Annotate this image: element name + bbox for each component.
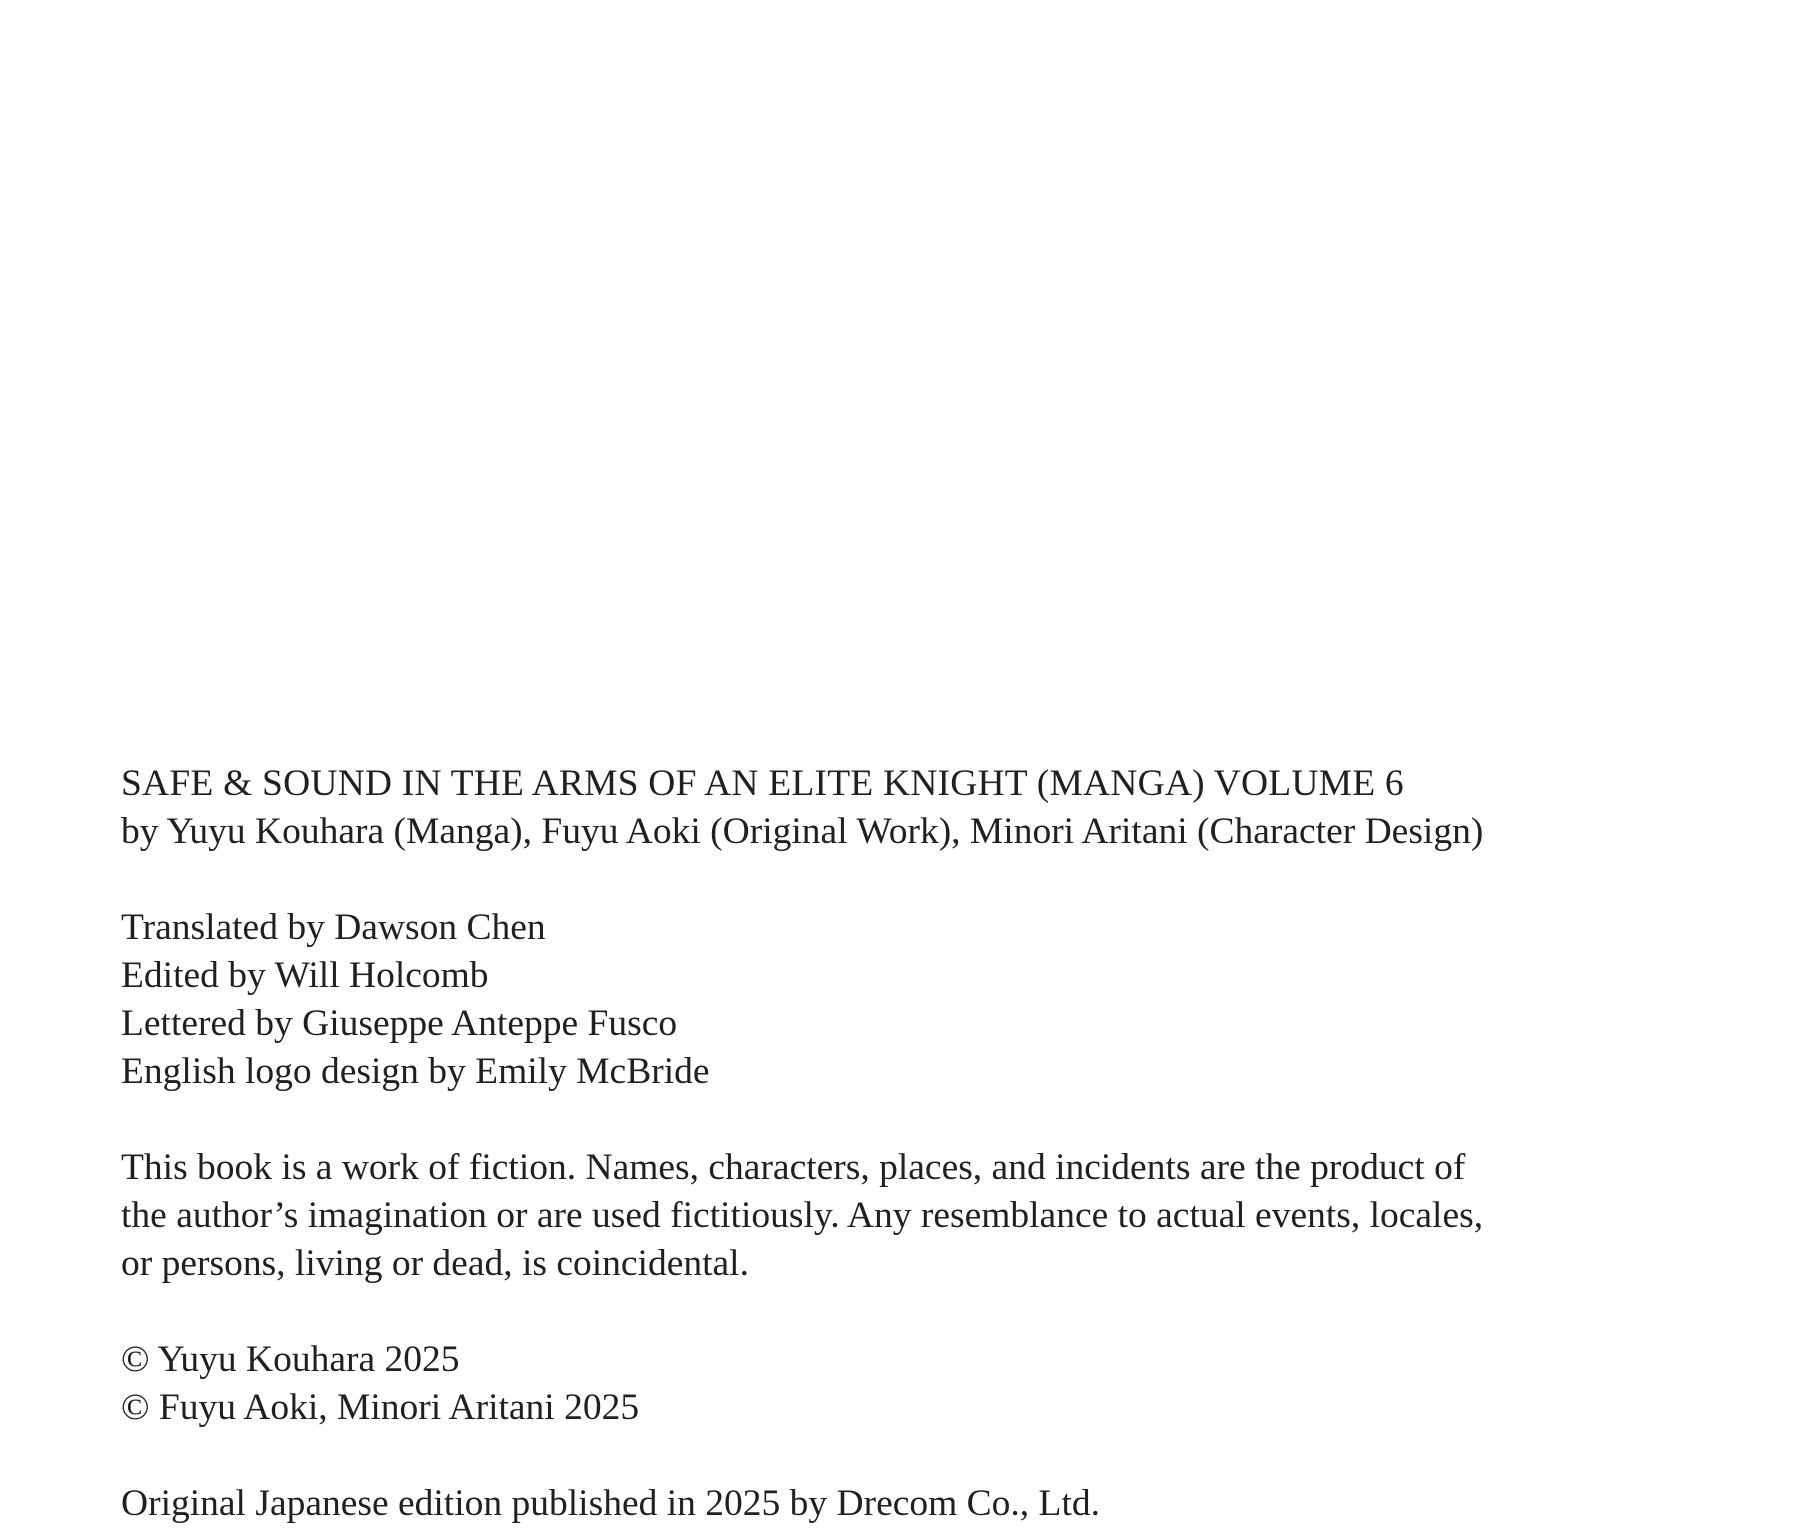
credit-letterer: Lettered by Giuseppe Anteppe Fusco	[121, 1003, 678, 1044]
spacer	[121, 1288, 1681, 1336]
credit-editor: Edited by Will Holcomb	[121, 955, 489, 996]
copyright-line: © Fuyu Aoki, Minori Aritani 2025	[121, 1387, 640, 1428]
credit-logo-designer: English logo design by Emily McBride	[121, 1051, 710, 1092]
book-title: SAFE & SOUND IN THE ARMS OF AN ELITE KNIGHT (MANGA) VOLUME 6	[121, 763, 1404, 804]
byline: by Yuyu Kouhara (Manga), Fuyu Aoki (Original Work), Minori Aritani (Character Design)	[121, 811, 1484, 852]
spacer	[121, 1096, 1681, 1144]
disclaimer-line: or persons, living or dead, is coincidental.	[121, 1243, 749, 1284]
publication-note: Original Japanese edition published in 2025 by Drecom Co., Ltd.	[121, 1483, 1100, 1524]
disclaimer-line: the author’s imagination or are used fictitiously. Any resemblance to actual events, locales,	[121, 1195, 1484, 1236]
credit-translator: Translated by Dawson Chen	[121, 907, 546, 948]
copyright-text-block	[121, 760, 1681, 1528]
copyright-line: © Yuyu Kouhara 2025	[121, 1339, 460, 1380]
spacer	[121, 1432, 1681, 1480]
disclaimer-line: This book is a work of fiction. Names, characters, places, and incidents are the product of	[121, 1147, 1466, 1188]
spacer	[121, 856, 1681, 904]
